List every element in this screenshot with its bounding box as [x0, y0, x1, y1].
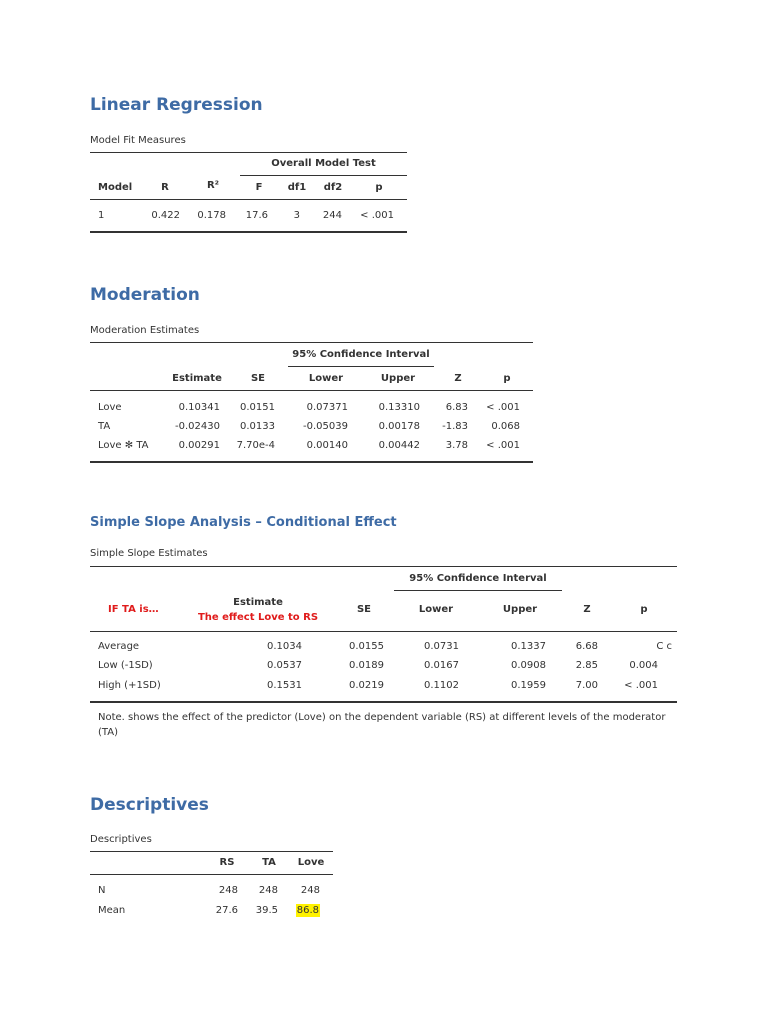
row-label: N	[98, 885, 106, 896]
header-rule	[90, 199, 407, 200]
col-lower: Lower	[308, 373, 344, 384]
table-bottom-rule	[90, 461, 533, 463]
cell-df1: 3	[293, 210, 300, 221]
cell-se: 0.0133	[240, 421, 275, 432]
model-fit-caption: Model Fit Measures	[90, 135, 186, 146]
cell-se: 0.0189	[349, 660, 384, 671]
cell-lower: -0.05039	[303, 421, 348, 432]
col-upper: Upper	[502, 604, 538, 615]
cell-r2: 0.178	[197, 210, 226, 221]
header-rule	[90, 631, 677, 632]
if-ta-label: IF TA is…	[108, 604, 159, 615]
cell-upper: 0.00178	[378, 421, 420, 432]
cell-se: 0.0219	[349, 680, 384, 691]
cell-upper: 0.13310	[378, 402, 420, 413]
row-label: Low (-1SD)	[98, 660, 153, 671]
overall-model-test-header: Overall Model Test	[271, 158, 376, 169]
row-label: Love	[98, 402, 122, 413]
group-rule	[288, 366, 434, 367]
col-lower: Lower	[418, 604, 454, 615]
col-df1: df1	[287, 182, 307, 193]
cell-estimate: 0.1531	[267, 680, 302, 691]
table-top-rule	[90, 342, 533, 343]
cell-model: 1	[98, 210, 105, 221]
cell-f: 17.6	[245, 210, 268, 221]
row-label: Average	[98, 641, 140, 652]
col-p: p	[375, 182, 383, 193]
row-label: Love ✻ TA	[98, 440, 149, 451]
cell-z: 3.78	[445, 440, 468, 451]
simple-slope-title: Simple Slope Analysis – Conditional Effect	[90, 515, 397, 530]
cell-ta: 248	[258, 885, 278, 896]
group-rule	[240, 175, 407, 176]
cell-z: 6.68	[575, 641, 598, 652]
ci-header: 95% Confidence Interval	[292, 349, 430, 360]
cell-estimate: -0.02430	[175, 421, 220, 432]
col-f: F	[255, 182, 263, 193]
col-se: SE	[250, 373, 266, 384]
cell-estimate: 0.10341	[178, 402, 220, 413]
cell-se: 0.0151	[240, 402, 275, 413]
cell-p: 0.004	[629, 660, 658, 671]
cell-lower: 0.0731	[424, 641, 459, 652]
header-rule	[90, 390, 533, 391]
col-p: p	[503, 373, 511, 384]
row-label: TA	[98, 421, 111, 432]
row-label: High (+1SD)	[98, 680, 161, 691]
col-r: R	[161, 182, 169, 193]
cell-se: 0.0155	[349, 641, 384, 652]
cell-estimate: 0.1034	[267, 641, 302, 652]
cell-rs: 27.6	[215, 905, 238, 916]
col-p: p	[640, 604, 648, 615]
col-estimate: Estimate	[172, 373, 222, 384]
cell-ta: 39.5	[255, 905, 278, 916]
cell-p: < .001	[486, 440, 520, 451]
cell-p: < .001	[360, 210, 394, 221]
table-top-rule	[90, 152, 407, 153]
col-df2: df2	[323, 182, 343, 193]
simple-slope-caption: Simple Slope Estimates	[90, 548, 208, 559]
cell-r: 0.422	[151, 210, 180, 221]
group-rule	[394, 590, 562, 591]
cell-lower: 0.1102	[424, 680, 459, 691]
ci-header: 95% Confidence Interval	[409, 573, 547, 584]
cell-lower: 0.00140	[306, 440, 348, 451]
moderation-caption: Moderation Estimates	[90, 325, 200, 336]
cell-upper: 0.1337	[511, 641, 546, 652]
estimate-subtitle: The effect Love to RS	[197, 612, 319, 623]
col-model: Model	[98, 182, 133, 193]
cell-z: 2.85	[575, 660, 598, 671]
col-estimate: Estimate	[233, 597, 283, 608]
cell-z: 7.00	[575, 680, 598, 691]
col-upper: Upper	[380, 373, 416, 384]
linear-regression-title: Linear Regression	[90, 95, 263, 115]
cell-upper: 0.0908	[511, 660, 546, 671]
table-bottom-rule	[90, 701, 677, 703]
cell-rs: 248	[218, 885, 238, 896]
cell-p: C c	[656, 641, 672, 652]
table-top-rule	[90, 851, 333, 852]
descriptives-caption: Descriptives	[90, 834, 152, 845]
cell-z: -1.83	[442, 421, 468, 432]
cell-df2: 244	[322, 210, 342, 221]
table-bottom-rule	[90, 231, 407, 233]
cell-p: 0.068	[491, 421, 520, 432]
col-z: Z	[583, 604, 591, 615]
cell-z: 6.83	[445, 402, 468, 413]
cell-upper: 0.00442	[378, 440, 420, 451]
cell-upper: 0.1959	[511, 680, 546, 691]
cell-lower: 0.0167	[424, 660, 459, 671]
header-rule	[90, 874, 333, 875]
col-love: Love	[297, 857, 325, 868]
col-ta: TA	[262, 857, 276, 868]
row-label: Mean	[98, 905, 126, 916]
highlight-mark: 86.8	[296, 905, 319, 916]
col-r2: R²	[206, 180, 220, 191]
cell-lower: 0.07371	[306, 402, 348, 413]
cell-love: 248	[300, 885, 320, 896]
descriptives-title: Descriptives	[90, 795, 209, 815]
col-z: Z	[454, 373, 462, 384]
cell-love-highlighted	[282, 905, 320, 916]
table-top-rule	[90, 566, 677, 567]
cell-se: 7.70e-4	[236, 440, 275, 451]
moderation-title: Moderation	[90, 285, 200, 305]
cell-estimate: 0.00291	[178, 440, 220, 451]
cell-p: < .001	[624, 680, 658, 691]
table-note: Note. shows the effect of the predictor (Love) on the dependent variable (RS) at different levels of the moderator (TA)	[98, 712, 666, 738]
cell-estimate: 0.0537	[267, 660, 302, 671]
cell-p: < .001	[486, 402, 520, 413]
col-se: SE	[356, 604, 372, 615]
col-rs: RS	[219, 857, 235, 868]
